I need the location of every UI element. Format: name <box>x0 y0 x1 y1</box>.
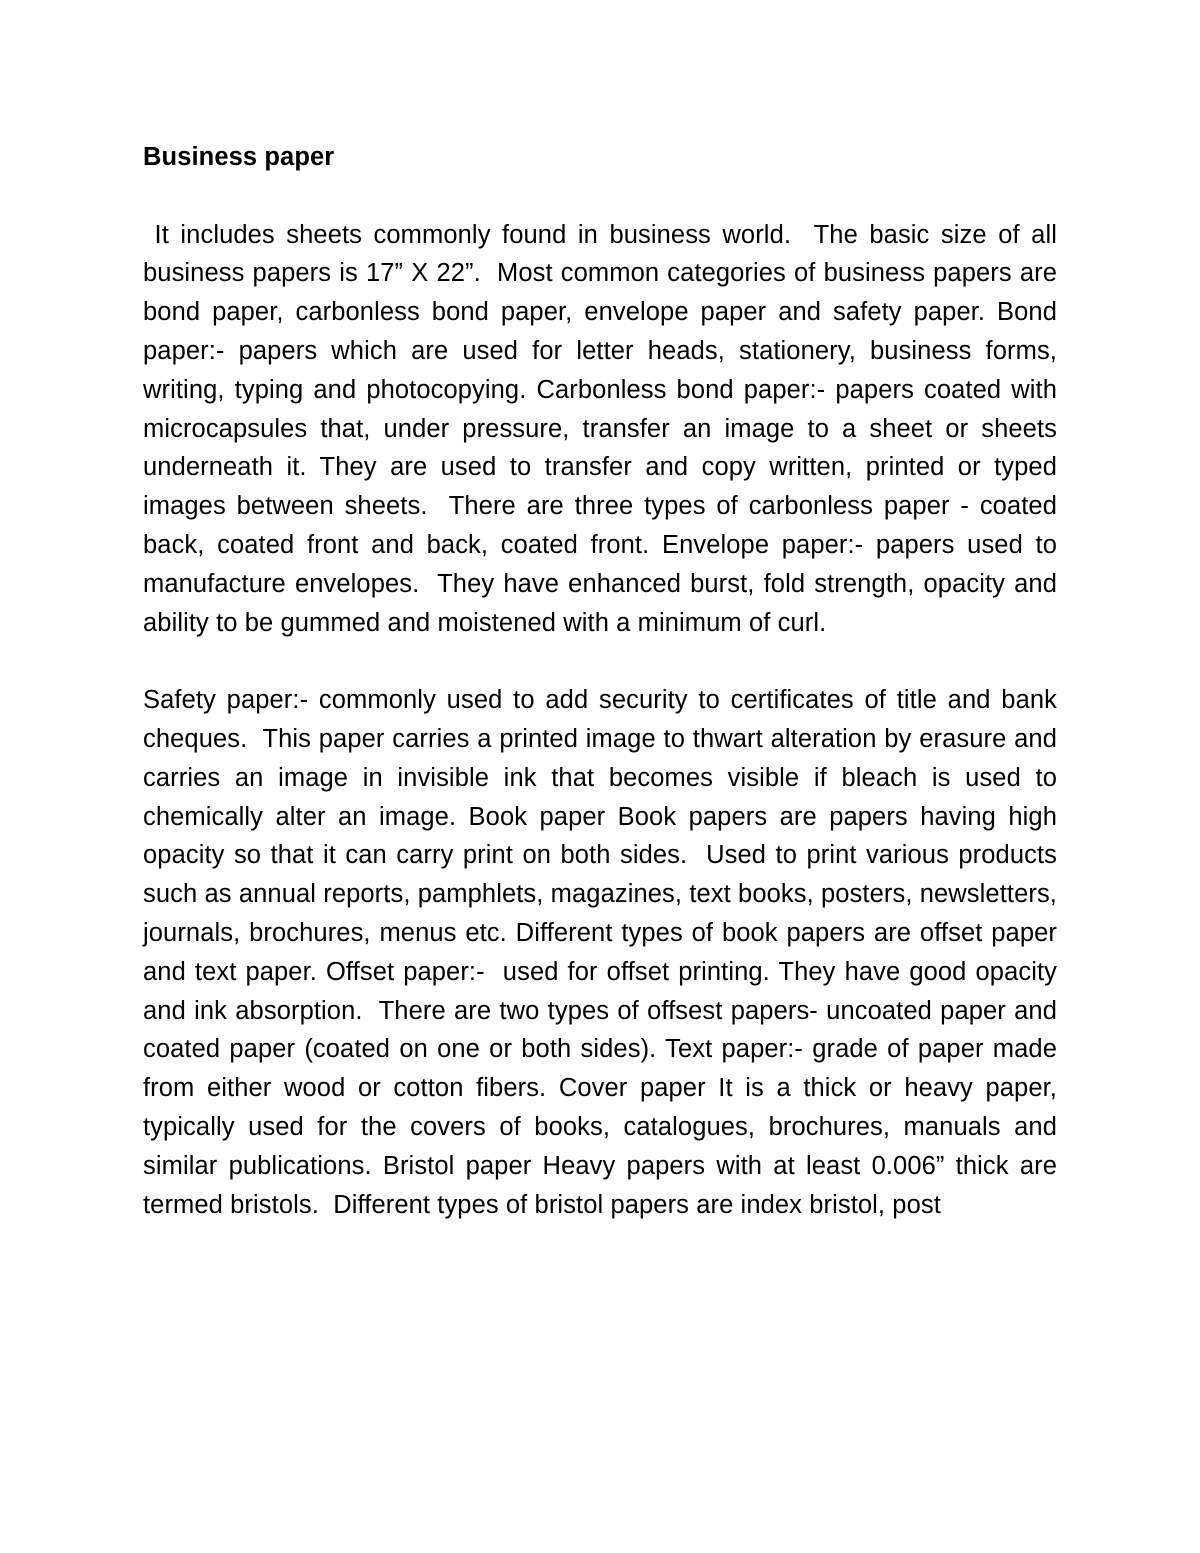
paragraph-business-paper: It includes sheets commonly found in business world. The basic size of all business papers is 17” X 22”. Most common categories of business papers are bond paper, carbonless bond paper, envelope paper and safety paper. Bond paper:- papers which are used for letter heads, stationery, business forms, writing, typing and photocopying. Carbonless bond paper:- papers coated with microcapsules that, under pressure, transfer an image to a sheet or sheets underneath it. They are used to transfer and copy written, printed or typed images between sheets. There are three types of carbonless paper - coated back, coated front and back, coated front. Envelope paper:- papers used to manufacture envelopes. They have enhanced burst, fold strength, opacity and ability to be gummed and moistened with a minimum of curl. <box>143 220 1065 637</box>
paragraph-safety-paper: Safety paper:- commonly used to add security to certificates of title and bank cheques. This paper carries a printed image to thwart alteration by erasure and carries an image in invisible ink that becomes visible if bleach is used to chemically alter an image. Book paper Book papers are papers having high opacity so that it can carry print on both sides. Used to print various products such as annual reports, pamphlets, magazines, text books, posters, newsletters, journals, brochures, menus etc. Different types of book papers are offset paper and text paper. Offset paper:- used for offset printing. They have good opacity and ink absorption. There are two types of offsest papers- uncoated paper and coated paper (coated on one or both sides). Text paper:- grade of paper made from either wood or cotton fibers. Cover paper It is a thick or heavy paper, typically used for the covers of books, catalogues, brochures, manuals and similar publications. Bristol paper Heavy papers with at least 0.006” thick are termed bristols. Different types of bristol papers are index bristol, post <box>143 686 1065 1219</box>
paragraph-spacer <box>143 642 1057 681</box>
document-body <box>143 138 1065 1224</box>
document-title: Business paper <box>143 143 335 171</box>
